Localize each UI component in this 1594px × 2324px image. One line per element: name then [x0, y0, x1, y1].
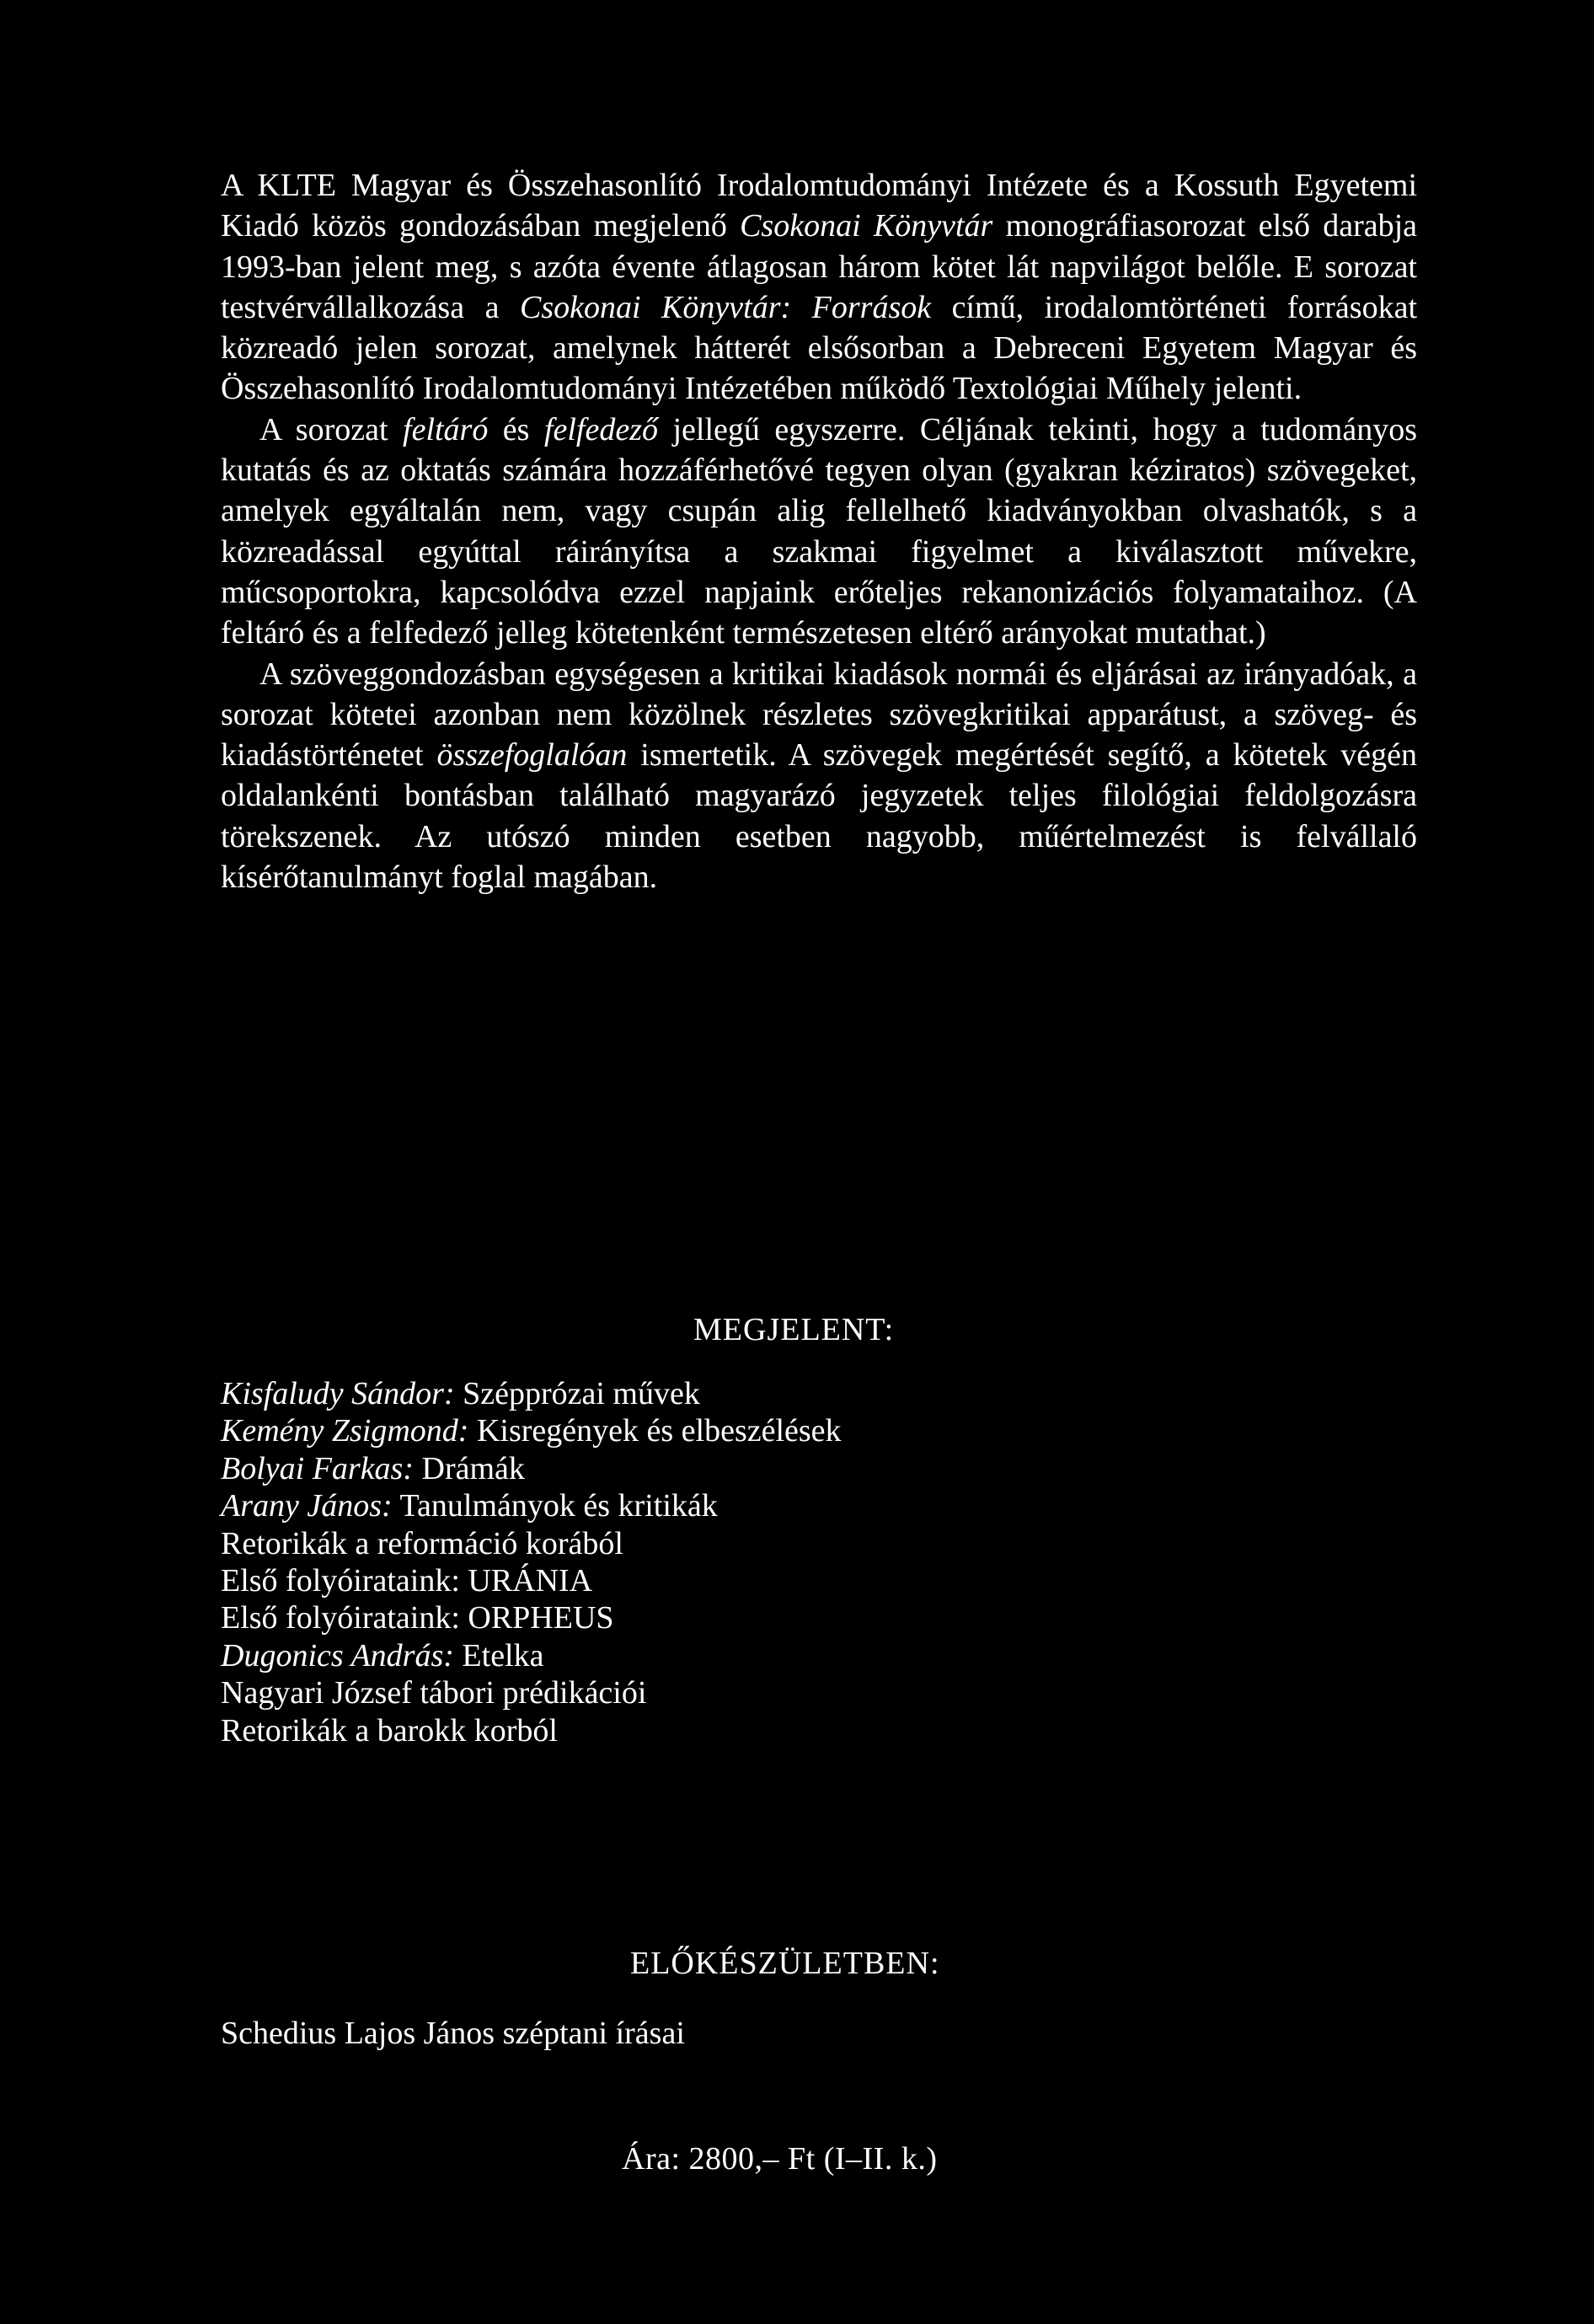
item-title: Tanulmányok és kritikák — [392, 1488, 718, 1524]
item-title: Első folyóirataink: URÁNIA — [221, 1563, 593, 1599]
item-title: Első folyóirataink: ORPHEUS — [221, 1600, 614, 1636]
published-item — [221, 1674, 842, 1711]
item-title: Retorikák a reformáció korából — [221, 1525, 623, 1561]
italic-phrase: Csokonai Könyvtár: Források — [519, 289, 932, 325]
item-title: Nagyari József tábori prédikációi — [221, 1675, 647, 1711]
published-item — [221, 1487, 842, 1524]
published-item — [221, 1375, 842, 1412]
forthcoming-item — [221, 2015, 685, 2052]
series-description — [221, 165, 1417, 897]
published-item — [221, 1599, 842, 1636]
item-author: Kemény Zsigmond: — [221, 1413, 469, 1449]
italic-phrase: összefoglalóan — [436, 737, 628, 774]
item-title: Drámák — [414, 1450, 525, 1486]
item-author: Arany János: — [221, 1488, 393, 1524]
published-item — [221, 1637, 842, 1674]
item-title: Schedius Lajos János széptani írásai — [221, 2016, 685, 2051]
forthcoming-heading: ELŐKÉSZÜLETBEN: — [630, 1946, 940, 1981]
published-item — [221, 1450, 842, 1487]
published-item — [221, 1525, 842, 1562]
published-item — [221, 1562, 842, 1599]
published-item — [221, 1412, 842, 1449]
italic-phrase: felfedező — [543, 411, 658, 447]
item-author: Dugonics András: — [221, 1637, 454, 1673]
published-item — [221, 1712, 842, 1749]
published-list — [221, 1375, 842, 1749]
intro-paragraph-1: A KLTE Magyar és Összehasonlító Irodalomtudományi Intézete és a Kossuth Egyetemi Kiadó közös gondozásában megjelenő Csokonai Könyvtár monográfiasorozat első darabja 1993-ban jelent meg, s azóta évente átlagosan három kötet lát napvilágot belőle. E sorozat testvérvállalkozása a Csokonai Könyvtár: Források című, irodalomtörténeti forrásokat közreadó jelen sorozat, amelynek hátterét elsősorban a Debreceni Egyetem Magyar és Összehasonlító Irodalomtudományi Intézetében működő Textológiai Műhely jelenti. — [221, 168, 1418, 407]
item-title: Kisregények és elbeszélések — [468, 1413, 842, 1449]
forthcoming-list — [221, 2015, 685, 2052]
published-heading: MEGJELENT: — [693, 1312, 895, 1347]
item-author: Kisfaludy Sándor: — [221, 1376, 455, 1411]
item-author: Bolyai Farkas: — [221, 1450, 415, 1486]
intro-paragraph-2: A sorozat feltáró és felfedező jellegű egyszerre. Céljának tekinti, hogy a tudományos kutatás és az oktatás számára hozzáférhetővé tegyen olyan (gyakran kéziratos) szövegeket, amelyek egyáltalán nem, vagy csupán alig fellelhető kiadványokban olvashatók, s a közreadással egyúttal ráirányítsa a szakmai figyelmet a kiválasztott művekre, műcsoportokra, kapcsolódva ezzel napjaink erőteljes rekanonizációs folyamataihoz. (A feltáró és a felfedező jelleg kötetenként természetesen eltérő arányokat mutathat.) — [221, 411, 1418, 651]
item-title: Etelka — [453, 1637, 544, 1673]
item-title: Szépprózai művek — [454, 1376, 700, 1411]
price-label: Ára: 2800,– Ft (I–II. k.) — [622, 2141, 938, 2177]
italic-phrase: Csokonai Könyvtár — [740, 208, 993, 244]
intro-paragraph-3: A szöveggondozásban egységesen a kritikai kiadások normái és eljárásai az irányadóak, a sorozat kötetei azonban nem közölnek részletes szövegkritikai apparátust, a szöveg- és kiadástörténetet összefoglalóan ismertetik. A szövegek megértését segítő, a kötetek végén oldalankénti bontásban található magyarázó jegyzetek teljes filológiai feldolgozásra törekszenek. Az utószó minden esetben nagyobb, műértelmezést is felvállaló kísérőtanulmányt foglal magában. — [221, 656, 1417, 896]
item-title: Retorikák a barokk korból — [221, 1712, 558, 1748]
italic-phrase: feltáró — [403, 411, 489, 447]
